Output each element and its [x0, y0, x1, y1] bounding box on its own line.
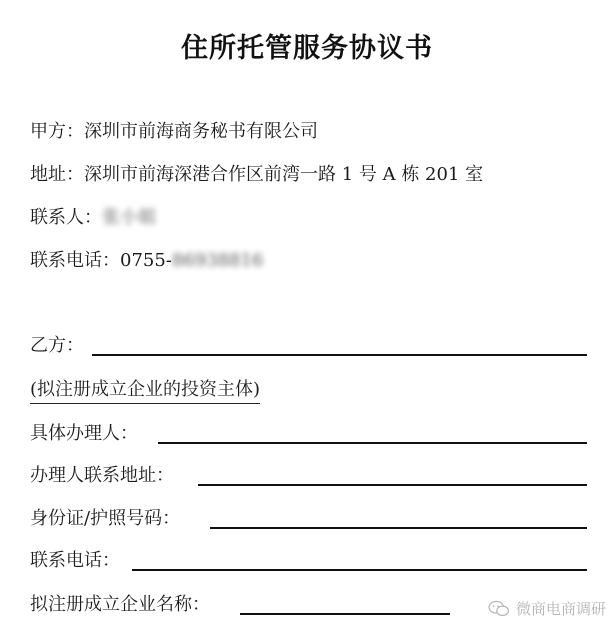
party-a-label: 甲方：: [30, 121, 84, 142]
party-b-label: 乙方：: [30, 335, 84, 356]
party-a-name: 深圳市前海商务秘书有限公司: [84, 121, 318, 142]
handler-label: 具体办理人：: [30, 423, 138, 444]
handler-address-label: 办理人联系地址：: [30, 465, 174, 486]
party-a-contact-row: [30, 206, 156, 230]
phone-prefix: 0755-: [120, 250, 172, 271]
party-b-phone-line[interactable]: [132, 569, 587, 571]
handler-line[interactable]: [158, 442, 587, 444]
phone-label: 联系电话：: [30, 250, 120, 271]
party-b-phone-label: 联系电话：: [30, 550, 120, 571]
phone-number-redacted: 86938816: [171, 250, 264, 271]
party-b-name-line[interactable]: [92, 354, 587, 356]
handler-address-line[interactable]: [198, 484, 587, 486]
id-number-line[interactable]: [210, 527, 587, 529]
address-label: 地址：: [30, 164, 84, 185]
watermark: [488, 598, 606, 619]
party-a-name-row: [30, 120, 318, 144]
document-title: 住所托管服务协议书: [181, 33, 433, 64]
id-number-label: 身份证/护照号码：: [30, 508, 181, 529]
contact-name-redacted: 张小姐: [102, 207, 156, 228]
party-a-address-row: [30, 163, 483, 187]
party-b-note: (拟注册成立企业的投资主体): [30, 378, 260, 404]
watermark-text: 微商电商调研: [515, 600, 606, 618]
party-a-phone-row: [30, 249, 264, 273]
party-a-address: 深圳市前海深港合作区前湾一路 1 号 A 栋 201 室: [84, 164, 484, 185]
company-name-line[interactable]: [240, 613, 450, 615]
wechat-icon: [488, 600, 510, 618]
contact-label: 联系人：: [30, 207, 102, 228]
company-name-label: 拟注册成立企业名称：: [30, 594, 210, 615]
